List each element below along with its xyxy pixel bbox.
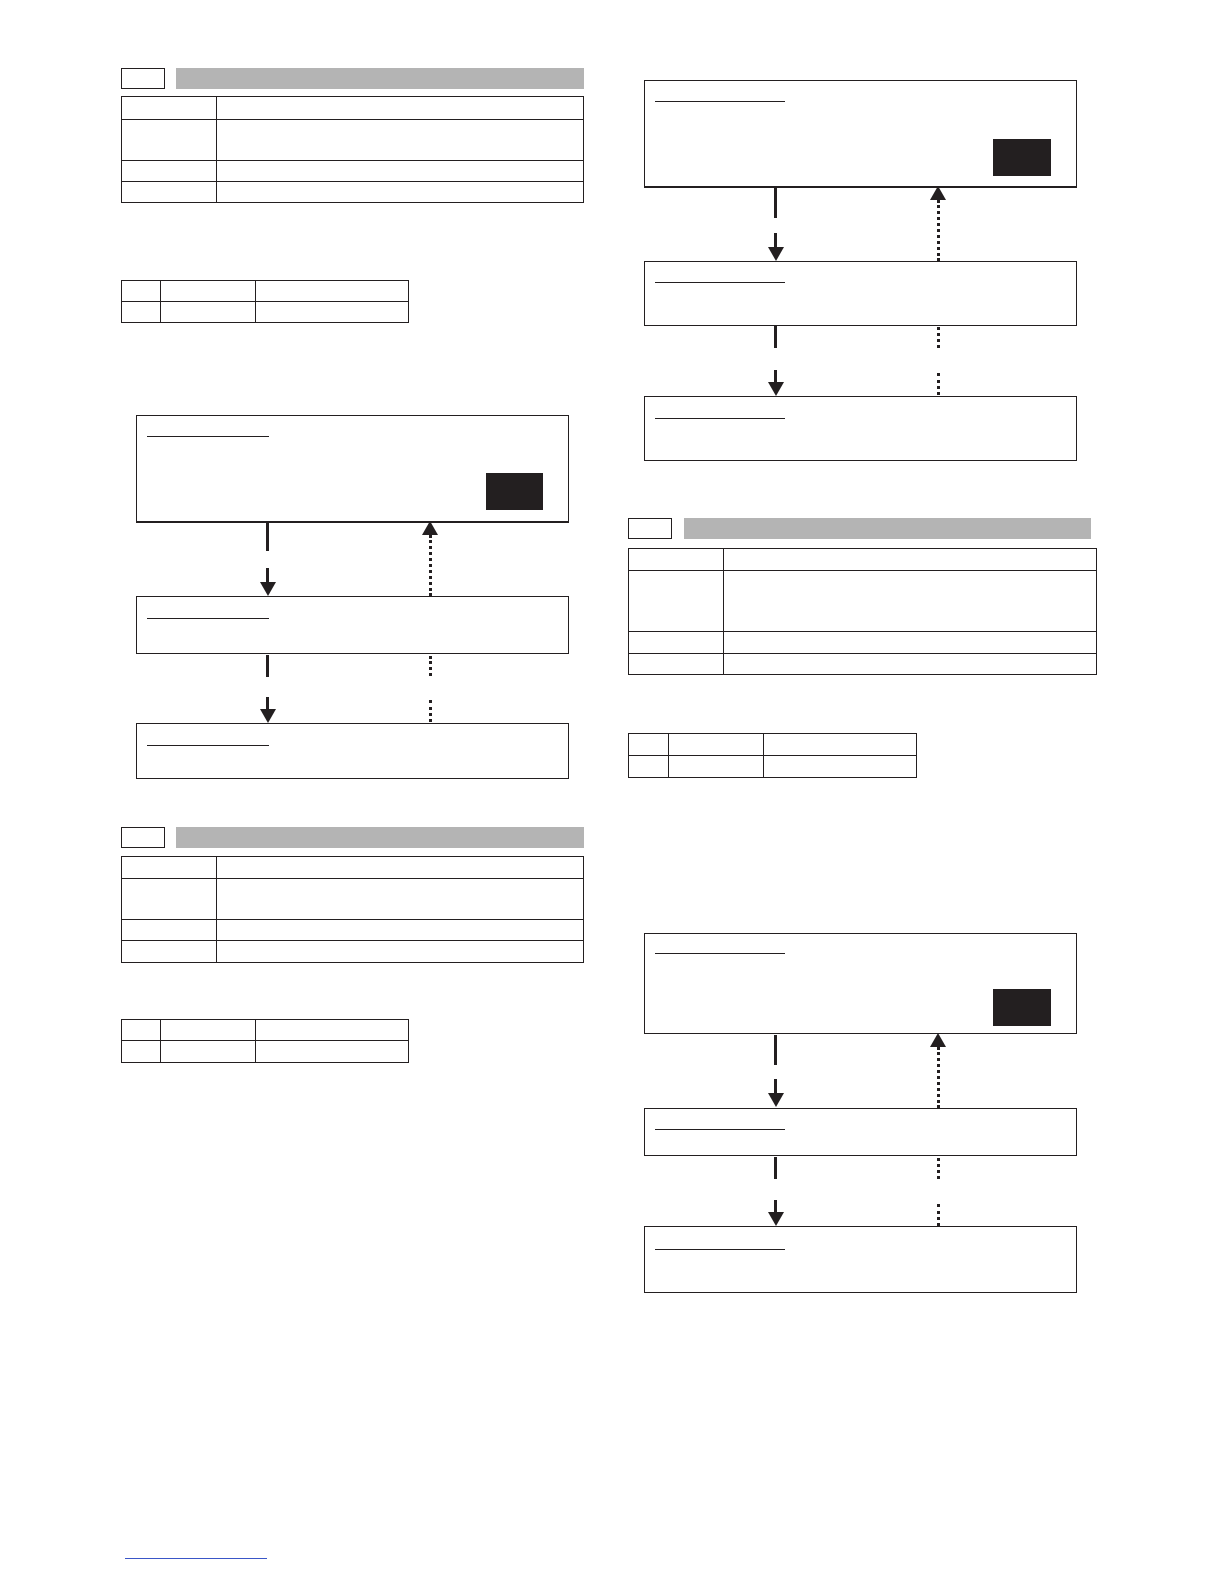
lcd-screen-step [136,723,569,779]
section-code-box [628,518,672,539]
info-label-cell [122,857,217,879]
info-label-cell [122,920,217,941]
arrow-down-icon [260,709,276,723]
flow-line-solid [774,1157,777,1179]
execute-button[interactable] [993,989,1051,1026]
setting-range-table [121,280,409,323]
arrow-down-icon [768,382,784,396]
screen-title-underline [147,618,269,619]
lcd-screen-main [136,415,569,523]
flow-line-dotted [937,1047,940,1108]
info-value-cell [724,632,1097,654]
flow-line-solid [774,1035,777,1065]
info-label-cell [122,161,217,182]
info-label-cell [122,182,217,203]
info-value-cell [217,879,584,920]
setting-cell [669,734,764,756]
info-label-cell [122,120,217,161]
setting-cell [256,1041,409,1063]
execute-button[interactable] [486,473,543,510]
setting-cell [161,281,256,302]
setting-range-table [628,733,917,778]
setting-range-table [121,1019,409,1063]
info-label-cell [122,941,217,963]
lcd-screen-main [644,80,1077,188]
setting-cell [122,1020,161,1041]
arrow-up-icon [930,1033,946,1047]
setting-cell [629,734,669,756]
screen-title-underline [147,436,269,437]
flow-line-dotted [429,700,432,722]
arrow-up-icon [422,521,438,535]
lcd-screen-step [644,1226,1077,1293]
info-value-cell [724,549,1097,571]
info-value-cell [217,120,584,161]
setting-cell [161,1020,256,1041]
section-title-bar [176,827,584,848]
screen-title-underline [655,1129,785,1130]
lcd-screen-step [644,261,1077,326]
flow-line-dotted [937,1204,940,1226]
section-info-table [121,856,584,963]
setting-cell [161,1041,256,1063]
info-label-cell [629,632,724,654]
info-value-cell [217,941,584,963]
lcd-screen-step [644,1108,1077,1156]
flow-line-dotted [937,1158,940,1179]
flow-line-solid [774,326,777,348]
section-title-bar [176,68,584,89]
screen-title-underline [655,953,785,954]
execute-button[interactable] [993,139,1051,176]
flow-line-dotted [937,200,940,261]
footer-rule [125,1558,267,1559]
setting-cell [256,302,409,323]
info-label-cell [629,571,724,632]
info-value-cell [217,161,584,182]
section-code-box [121,827,165,848]
info-label-cell [629,549,724,571]
setting-cell [256,1020,409,1041]
setting-cell [764,756,917,778]
screen-title-underline [655,1249,785,1250]
flow-line-dotted [937,373,940,395]
section-code-box [121,68,165,89]
flow-line-dotted [429,535,432,596]
section-info-table [628,548,1097,675]
info-value-cell [724,654,1097,675]
screen-title-underline [147,745,269,746]
info-label-cell [629,654,724,675]
arrow-down-icon [768,247,784,261]
lcd-screen-step [136,596,569,654]
arrow-down-icon [768,1212,784,1226]
setting-cell [122,302,161,323]
setting-cell [122,281,161,302]
info-value-cell [724,571,1097,632]
info-value-cell [217,857,584,879]
info-value-cell [217,182,584,203]
setting-cell [122,1041,161,1063]
info-value-cell [217,97,584,120]
setting-cell [764,734,917,756]
info-value-cell [217,920,584,941]
setting-cell [161,302,256,323]
screen-title-underline [655,282,785,283]
lcd-screen-step [644,396,1077,461]
flow-line-solid [266,655,269,677]
info-label-cell [122,879,217,920]
arrow-up-icon [930,186,946,200]
section-info-table [121,96,584,203]
screen-title-underline [655,418,785,419]
flow-line-dotted [429,656,432,676]
flow-line-dotted [937,327,940,348]
section-title-bar [684,518,1091,539]
arrow-down-icon [768,1093,784,1107]
setting-cell [669,756,764,778]
screen-title-underline [655,101,785,102]
lcd-screen-main [644,933,1077,1034]
info-label-cell [122,97,217,120]
flow-line-solid [266,523,269,551]
setting-cell [256,281,409,302]
flow-line-solid [774,188,777,218]
setting-cell [629,756,669,778]
arrow-down-icon [260,582,276,596]
